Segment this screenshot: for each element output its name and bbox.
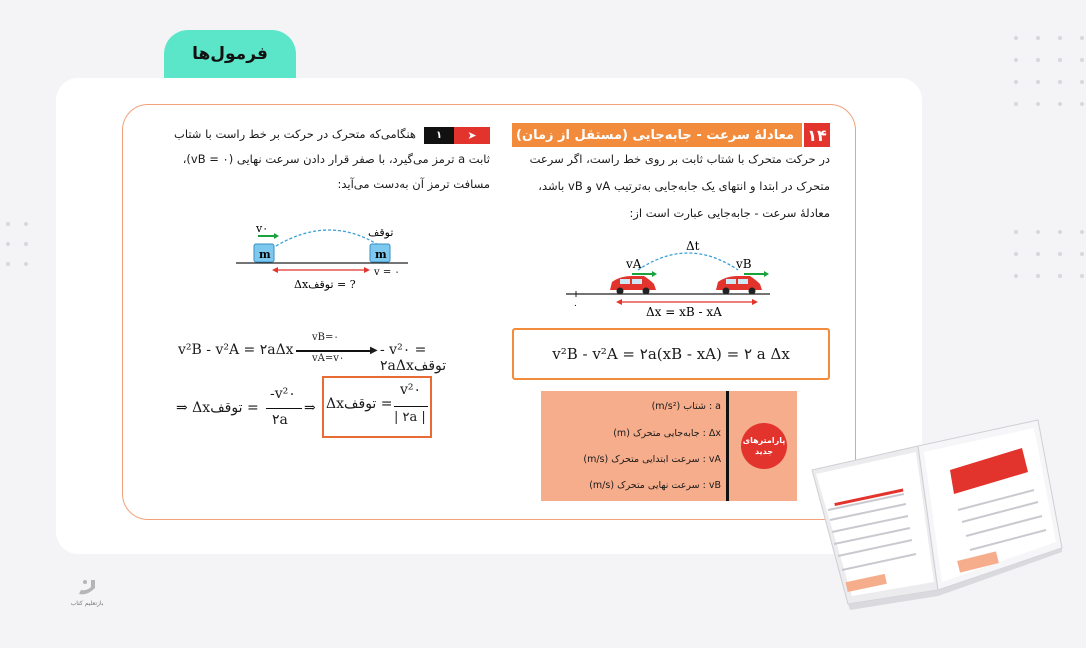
v0-label: v۰	[256, 222, 269, 235]
result-denominator: | ۲a |	[394, 410, 426, 425]
main-formula-text: v²B - v²A = ۲a(xB - xA) = ۲ a Δx	[552, 345, 790, 363]
section-number: ۱۴	[804, 123, 830, 147]
param-item	[652, 401, 721, 412]
car-a-icon	[610, 276, 656, 295]
braking-arc	[276, 230, 380, 246]
param-text: vB : سرعت نهایی متحرک	[617, 480, 721, 491]
result-box	[322, 376, 432, 438]
main-formula	[512, 328, 830, 380]
eq1-rhs: - v²۰ = ۲aΔxتوقف	[380, 342, 447, 374]
logo-icon	[75, 576, 99, 598]
braking-diagram	[232, 220, 422, 294]
param-unit: (m/s)	[583, 454, 609, 465]
left-paragraph	[160, 122, 490, 197]
eq2-prefix: ⇒ Δxتوقف =	[176, 400, 259, 416]
delta-t-label: Δt	[686, 239, 700, 253]
delta-t-arc	[638, 253, 738, 270]
eq2-numerator: -v²۰	[270, 386, 296, 402]
displacement-label: Δx = xB - xA	[646, 305, 722, 319]
v-end-label: v = ۰	[374, 267, 400, 278]
svg-text:m: m	[259, 248, 271, 261]
origin-label: ۰	[573, 301, 578, 311]
item-number: ۱	[424, 127, 454, 144]
eq1-arrow	[296, 350, 374, 352]
stopping-distance-label: Δxتوقف = ?	[294, 278, 356, 291]
section-tab[interactable]: فرمول‌ها	[164, 30, 296, 78]
eq2-denominator: ۲a	[272, 412, 288, 428]
equation-1	[178, 332, 482, 374]
right-paragraph-line: متحرک در ابتدا و انتهای یک جابه‌جایی به‌ترتیب vA و vB باشد،	[538, 179, 830, 193]
param-item	[583, 454, 721, 465]
eq1-condition-top: vB=۰	[312, 332, 339, 343]
param-unit: (m)	[613, 428, 630, 439]
vB-label: vB	[736, 257, 752, 271]
result-numerator: v²۰	[400, 382, 422, 398]
dot-grid-right	[1014, 36, 1084, 336]
car-diagram	[560, 236, 780, 320]
param-item	[613, 428, 721, 439]
eq1-condition-bottom: vA=v۰	[312, 353, 345, 364]
param-text: a : شتاب	[683, 401, 721, 412]
param-text: vA : سرعت ابتدایی متحرک	[611, 454, 721, 465]
cursor-icon: ➤	[454, 127, 490, 144]
eq2-fraction-bar	[266, 408, 302, 409]
eq1-arrowhead: ▶	[370, 345, 378, 356]
right-paragraph	[512, 146, 830, 227]
dot-grid-left	[0, 222, 40, 282]
stop-label: توقف	[368, 226, 394, 239]
param-text: Δx : جابه‌جایی متحرک	[632, 428, 721, 439]
parameters-badge: پارامترهای جدید	[741, 423, 787, 469]
svg-text:m: m	[375, 248, 387, 261]
eq1-lhs: v²B - v²A = ۲aΔx	[178, 342, 294, 358]
logo-text: بازتعلیم کتاب	[70, 600, 104, 607]
result-fraction-bar	[394, 406, 428, 407]
car-b-icon	[716, 276, 762, 295]
left-paragraph-line: مسافت ترمز آن به‌دست می‌آید:	[337, 177, 490, 191]
section-title: معادلهٔ سرعت - جابه‌جایی (مستقل از زمان)	[512, 123, 802, 147]
param-item	[589, 480, 721, 491]
result-lhs: Δxتوقف =	[326, 396, 393, 412]
eq2-implies: ⇒	[304, 400, 316, 416]
parameters-box	[541, 391, 797, 501]
right-paragraph-line: معادلهٔ سرعت - جابه‌جایی عبارت است از:	[629, 206, 830, 220]
left-paragraph-line: ثابت a ترمز می‌گیرد، با صفر قرار دادن سرعت نهایی (vB = ۰)،	[182, 152, 490, 166]
book-illustration	[808, 410, 1068, 610]
vA-label: vA	[626, 257, 642, 271]
param-unit: (m/s)	[589, 480, 615, 491]
right-paragraph-line: در حرکت متحرک با شتاب ثابت بر روی خط راست، اگر سرعت	[529, 152, 830, 166]
left-paragraph-line: هنگامی‌که متحرک در حرکت بر خط راست با شتاب	[174, 127, 416, 141]
param-unit: (m/s²)	[651, 401, 681, 412]
publisher-logo	[60, 576, 114, 607]
parameters-divider	[726, 391, 729, 501]
